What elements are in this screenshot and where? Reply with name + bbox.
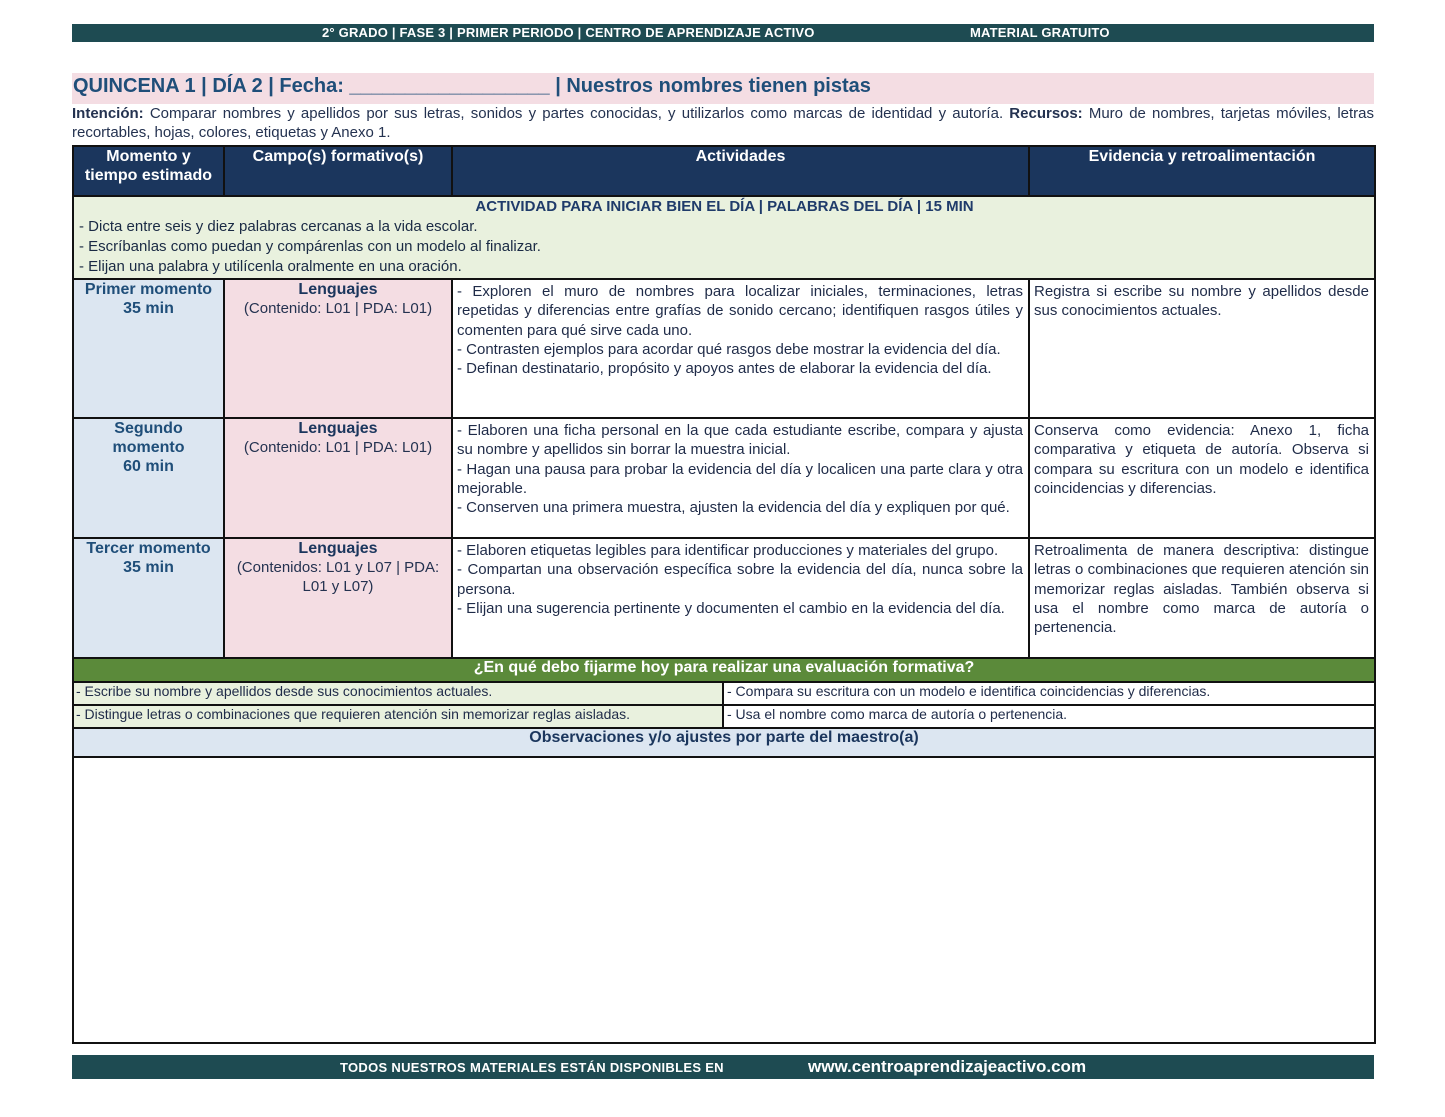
activity-item: - Contrasten ejemplos para acordar qué rasgos debe mostrar la evidencia del día.: [457, 340, 1001, 358]
campo-cell: [224, 538, 452, 658]
moment-cell: [73, 538, 224, 658]
activities-cell: [452, 538, 1029, 658]
activity-item: - Elaboren etiquetas legibles para identificar producciones y materiales del grupo.: [457, 542, 999, 559]
evidence-cell: Retroalimenta de manera descriptiva: distingue letras o combinaciones que requieren atención sin memorizar reglas aisladas. También observa si usa el nombre como marca de autoría o pertenencia.: [1029, 538, 1375, 658]
banner-free-material: MATERIAL GRATUITO: [970, 25, 1110, 40]
moment-time: 35 min: [123, 300, 174, 317]
moment-name: Tercer momento: [86, 540, 211, 557]
header-evidence: Evidencia y retroalimentación: [1029, 146, 1375, 196]
footer-url-link[interactable]: www.centroaprendizajeactivo.com: [808, 1057, 1087, 1076]
activity-item: - Hagan una pausa para probar la evidencia del día y localicen una parte clara y otra mejorable.: [457, 460, 1023, 497]
activities-cell: [452, 418, 1029, 538]
start-activity-row: [73, 196, 1375, 279]
activities-cell: [452, 279, 1029, 418]
campo-content: (Contenido: L01 | PDA: L01): [243, 439, 433, 456]
moment-row-1: [73, 279, 1375, 418]
criterion-item: - Usa el nombre como marca de autoría o pertenencia.: [723, 705, 1375, 728]
resources-text: Muro de nombres, tarjetas móviles, letras recortables, hojas, colores, etiquetas y Anexo 1.: [72, 105, 1374, 141]
campo-content: (Contenidos: L01 y L07 | PDA: L01 y L07): [236, 559, 440, 595]
moment-name: Segundo momento: [112, 420, 185, 456]
criteria-row: [73, 682, 1375, 705]
header-activities: Actividades: [452, 146, 1029, 196]
observations-area[interactable]: [73, 757, 1375, 1043]
start-line: - Elijan una palabra y utilícenla oralmente en una oración.: [79, 258, 462, 275]
footer-banner: [72, 1055, 1374, 1079]
campo-cell: [224, 418, 452, 538]
evaluation-criteria-table: [72, 681, 1376, 1044]
intent-text: Comparar nombres y apellidos por sus letras, sonidos y partes conocidas, y utilizarlos como marcas de identidad y autoría.: [143, 105, 1010, 122]
evidence-cell: Conserva como evidencia: Anexo 1, ficha comparativa y etiqueta de autoría. Observa si compara su escritura con un modelo e identifica coincidencias y diferencias.: [1029, 418, 1375, 538]
moment-row-3: [73, 538, 1375, 658]
observations-header-row: [73, 728, 1375, 757]
footer-text: TODOS NUESTROS MATERIALES ESTÁN DISPONIBLES EN: [340, 1060, 724, 1075]
evidence-cell: Registra si escribe su nombre y apellidos desde sus conocimientos actuales.: [1029, 279, 1375, 418]
observations-body-row: [73, 757, 1375, 1043]
campo-name: Lenguajes: [298, 420, 378, 437]
moment-time: 60 min: [123, 458, 174, 475]
resources-label: Recursos:: [1009, 105, 1083, 122]
activity-item: - Definan destinatario, propósito y apoyos antes de elaborar la evidencia del día.: [457, 360, 992, 378]
activity-item: - Exploren el muro de nombres para localizar iniciales, terminaciones, letras repetidas y diferencias entre grafías de sonido cercano; identifiquen rasgos útiles y comenten para qué sirve cada uno.: [457, 283, 1023, 339]
banner-grade-info: 2° GRADO | FASE 3 | PRIMER PERIODO | CENTRO DE APRENDIZAJE ACTIVO: [322, 25, 815, 40]
start-line: - Escríbanlas como puedan y compárenlas con un modelo al finalizar.: [79, 238, 541, 255]
header-campo: Campo(s) formativo(s): [224, 146, 452, 196]
moment-row-2: [73, 418, 1375, 538]
activity-item: - Compartan una observación específica sobre la evidencia del día, nunca sobre la persona.: [457, 561, 1023, 598]
campo-content: (Contenido: L01 | PDA: L01): [243, 300, 433, 317]
start-activity-cell: [73, 196, 1375, 279]
moment-cell: [73, 418, 224, 538]
criterion-item: - Escribe su nombre y apellidos desde sus conocimientos actuales.: [73, 682, 723, 705]
intent-paragraph: [72, 104, 1374, 142]
campo-cell: [224, 279, 452, 418]
start-line: - Dicta entre seis y diez palabras cercanas a la vida escolar.: [79, 218, 478, 235]
page-title: QUINCENA 1 | DÍA 2 | Fecha: __________________ | Nuestros nombres tienen pistas: [72, 73, 1374, 104]
criteria-row: [73, 705, 1375, 728]
activity-item: - Elaboren una ficha personal en la que cada estudiante escribe, compara y ajusta su nombre y apellidos sin borrar la muestra inicial.: [457, 422, 1023, 459]
moment-cell: [73, 279, 224, 418]
criterion-item: - Distingue letras o combinaciones que requieren atención sin memorizar reglas aisladas.: [73, 705, 723, 728]
start-activity-title: ACTIVIDAD PARA INICIAR BIEN EL DÍA | PALABRAS DEL DÍA | 15 MIN: [475, 198, 974, 215]
evaluation-title: ¿En qué debo fijarme hoy para realizar una evaluación formativa?: [73, 658, 1375, 684]
activity-item: - Elijan una sugerencia pertinente y documenten el cambio en la evidencia del día.: [457, 599, 1005, 617]
activity-item: - Conserven una primera muestra, ajusten la evidencia del día y expliquen por qué.: [457, 499, 1010, 517]
top-banner: [72, 24, 1374, 42]
header-moment: Momento y tiempo estimado: [73, 146, 224, 196]
campo-name: Lenguajes: [298, 281, 378, 298]
table-header-row: [73, 146, 1375, 196]
campo-name: Lenguajes: [298, 540, 378, 557]
criterion-item: - Compara su escritura con un modelo e identifica coincidencias y diferencias.: [723, 682, 1375, 705]
lesson-plan-table: [72, 145, 1376, 685]
moment-time: 35 min: [123, 559, 174, 576]
moment-name: Primer momento: [84, 281, 213, 298]
intent-label: Intención:: [72, 105, 144, 122]
observations-title: Observaciones y/o ajustes por parte del maestro(a): [73, 728, 1375, 757]
